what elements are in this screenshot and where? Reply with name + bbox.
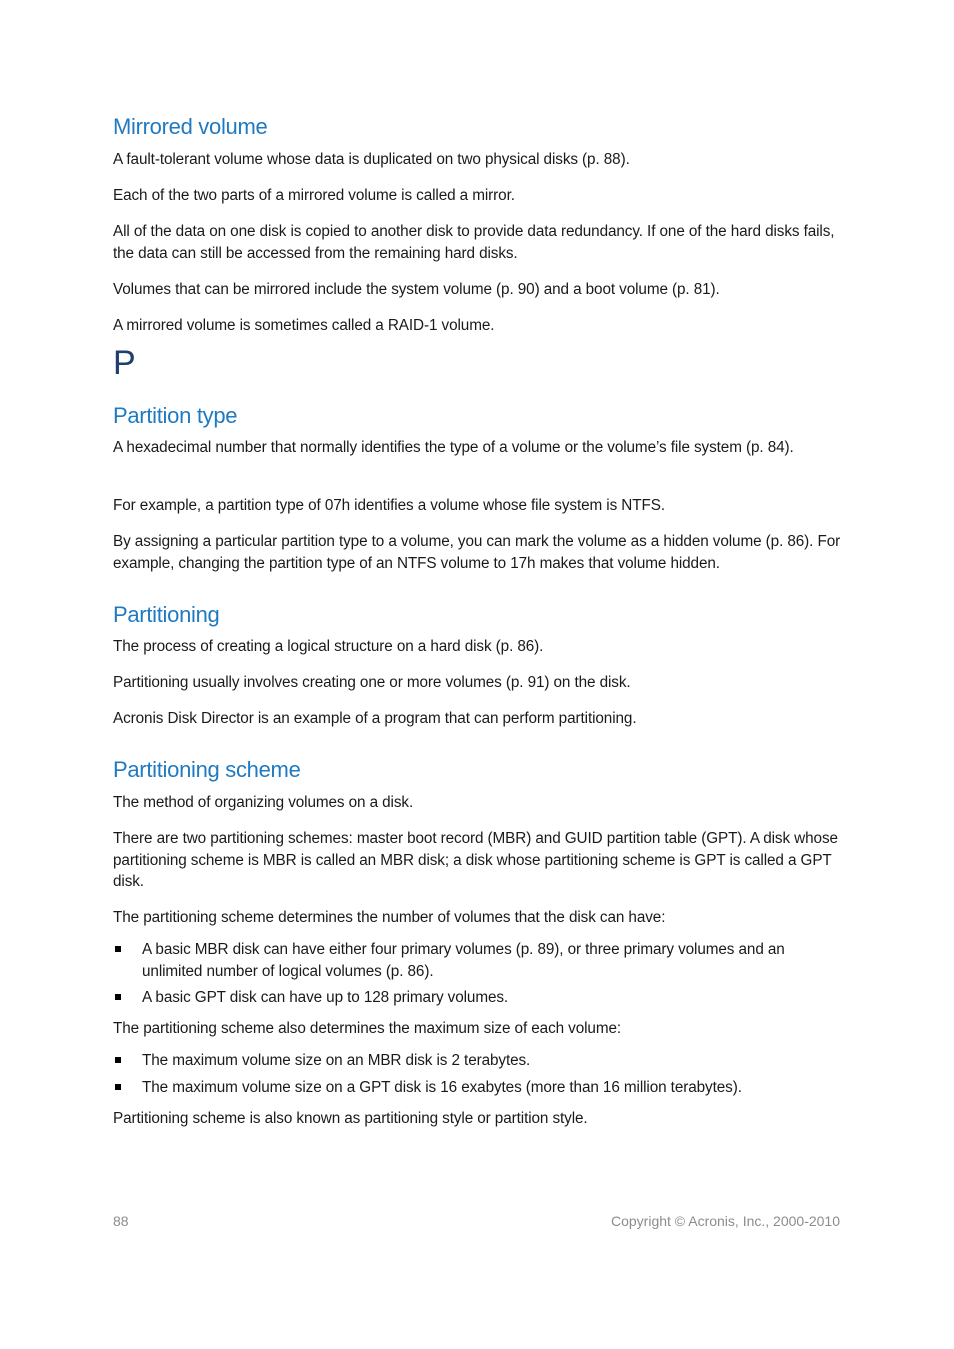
paragraph: For example, a partition type of 07h identifies a volume whose file system is NTFS. [113, 497, 665, 514]
list-item [113, 1050, 843, 1072]
paragraph: There are two partitioning schemes: master boot record (MBR) and GUID partition table (GPT). A disk whose partitioning scheme is MBR is called an MBR disk; a disk whose partitioning scheme is GPT is called a GPT disk. [113, 830, 838, 891]
footer-copyright: Copyright © Acronis, Inc., 2000-2010 [611, 1213, 840, 1229]
bullet-square-icon [115, 946, 121, 952]
paragraph: The partitioning scheme determines the number of volumes that the disk can have: [113, 909, 666, 926]
paragraph: Partitioning scheme is also known as partitioning style or partition style. [113, 1110, 588, 1127]
paragraph: A mirrored volume is sometimes called a RAID-1 volume. [113, 317, 495, 334]
paragraph: All of the data on one disk is copied to another disk to provide data redundancy. If one of the hard disks fails, the data can still be accessed from the remaining hard disks. [113, 223, 835, 262]
paragraph: Each of the two parts of a mirrored volume is called a mirror. [113, 187, 515, 204]
heading-partitioning-scheme: Partitioning scheme [113, 757, 301, 782]
paragraph: Partitioning usually involves creating one or more volumes (p. 91) on the disk. [113, 674, 631, 691]
list-item-text: The maximum volume size on a GPT disk is 16 exabytes (more than 16 million terabytes). [142, 1079, 742, 1096]
bullet-square-icon [115, 1084, 121, 1090]
list-item [113, 987, 843, 1009]
paragraph: The process of creating a logical structure on a hard disk (p. 86). [113, 638, 544, 655]
paragraph: A hexadecimal number that normally identifies the type of a volume or the volume’s file system (p. 84). [113, 439, 794, 456]
heading-partition-type: Partition type [113, 403, 238, 428]
list-item [113, 939, 843, 982]
list-item-text: A basic MBR disk can have either four primary volumes (p. 89), or three primary volumes and an unlimited number of logical volumes (p. 86). [142, 941, 785, 980]
heading-partitioning: Partitioning [113, 602, 220, 627]
footer-page-number: 88 [113, 1213, 129, 1229]
paragraph: Acronis Disk Director is an example of a program that can perform partitioning. [113, 710, 637, 727]
paragraph: The method of organizing volumes on a disk. [113, 794, 414, 811]
bullet-square-icon [115, 994, 121, 1000]
list-item-text: A basic GPT disk can have up to 128 primary volumes. [142, 989, 509, 1006]
heading-mirrored-volume: Mirrored volume [113, 114, 268, 139]
list-item [113, 1077, 843, 1099]
paragraph: Volumes that can be mirrored include the system volume (p. 90) and a boot volume (p. 81). [113, 281, 720, 298]
paragraph: By assigning a particular partition type to a volume, you can mark the volume as a hidden volume (p. 86). For example, changing the partition type of an NTFS volume to 17h makes that volume hidden. [113, 533, 841, 572]
paragraph: The partitioning scheme also determines the maximum size of each volume: [113, 1020, 622, 1037]
paragraph: A fault-tolerant volume whose data is duplicated on two physical disks (p. 88). [113, 151, 630, 168]
list-item-text: The maximum volume size on an MBR disk is 2 terabytes. [142, 1052, 531, 1069]
index-letter: P [113, 344, 136, 382]
bullet-square-icon [115, 1057, 121, 1063]
